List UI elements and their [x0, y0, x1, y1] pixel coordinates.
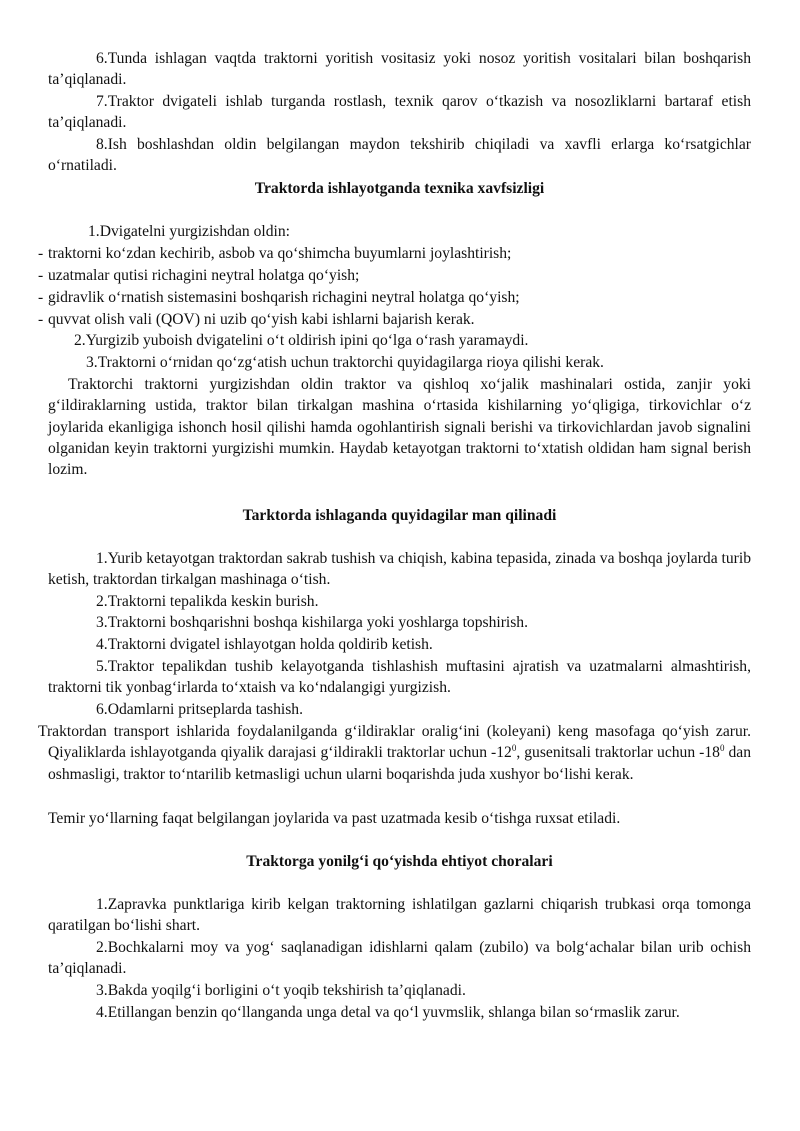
dash-item-text: uzatmalar qutisi richagini neytral holatga qo‘yish; — [48, 267, 360, 284]
prohibited-item: 4.Traktorni dvigatel ishlayotgan holda qoldirib ketish. — [96, 636, 433, 653]
degree-sup: 0 — [719, 743, 725, 754]
railway-crossing-line: Temir yo‘llarning faqat belgilangan joylarida va past uzatmada kesib o‘tishga ruxsat etiladi. — [48, 810, 621, 827]
fueling-item: 1.Zapravka punktlariga kirib kelgan traktorning ishlatilgan gazlarni chiqarish trubkasi orqa tomonga qaratilgan bo‘lishi shart. — [48, 896, 751, 935]
dash-item-text: gidravlik o‘rnatish sistemasini boshqarish richagini neytral holatga qo‘yish; — [48, 289, 520, 306]
transport-text-part-2: , gusenitsali traktorlar uchun -18 — [516, 744, 720, 762]
fueling-item: 4.Etillangan benzin qo‘llanganda unga detal va qo‘l yuvmslik, shlanga bilan so‘rmaslik zarur. — [96, 1004, 680, 1021]
prohibited-item: 1.Yurib ketayotgan traktordan sakrab tushish va chiqish, kabina tepasida, zinada va boshqa joylarda turib ketish, traktordan tirkalgan mashinaga o‘tish. — [48, 550, 751, 589]
transport-paragraph — [38, 721, 751, 785]
degree-sup: 0 — [511, 743, 517, 754]
dash-item — [38, 287, 758, 308]
section-title-prohibited: Tarktorda ishlaganda quyidagilar man qilinadi — [242, 507, 557, 524]
dash-item — [38, 243, 758, 264]
section-title-safety: Traktorda ishlayotganda texnika xavfsizligi — [254, 180, 545, 197]
dash-marker: - — [38, 311, 44, 328]
rule-7: 7.Traktor dvigateli ishlab turganda rostlash, texnik qarov o‘tkazish va nosozliklarni bartaraf etish ta’qiqlanadi. — [48, 93, 751, 132]
transport-text-part-3: dan oshmasligi, traktor to‘ntarilib ketmasligi uchun ularni boqarishda juda xushyor bo‘lishi kerak. — [48, 744, 751, 783]
section-title-fueling: Traktorga yonilg‘i qo‘yishda ehtiyot choralari — [246, 853, 553, 870]
section1-item-3: 3.Traktorni o‘rnidan qo‘zg‘atish uchun traktorchi quyidagilarga rioya qilishi kerak. — [86, 354, 604, 371]
dash-marker: - — [38, 267, 44, 284]
rule-6: 6.Tunda ishlagan vaqtda traktorni yoritish vositasiz yoki nosoz yoritish vositalari bilan boshqarish ta’qiqlanadi. — [48, 50, 751, 89]
section1-item-2: 2.Yurgizib yuboish dvigatelini o‘t oldirish ipini qo‘lga o‘rash yaramaydi. — [74, 332, 529, 349]
section1-paragraph: Traktorchi traktorni yurgizishdan oldin traktor va qishloq xo‘jalik mashinalari ostida, zanjir yoki g‘ildiraklarning ustida, traktor bilan tirkalgan mashina o‘rtasida kishilarning yo‘qligiga, tirkovichlar o‘z joylarida ekanligiga ishonch hosil qilishi hamda ogohlantirish signali berishi va tirkovichlardan javob signalini olganidan keyin traktorni yurgizishi mumkin. Haydab ketayotgan traktorni to‘xtatish oldidan ham signal berish lozim. — [48, 376, 751, 479]
dash-marker: - — [38, 245, 44, 262]
prohibited-item: 2.Traktorni tepalikda keskin burish. — [96, 593, 319, 610]
dash-item — [38, 265, 758, 286]
prohibited-item: 6.Odamlarni pritseplarda tashish. — [96, 701, 303, 718]
transport-text-part-1: Traktordan transport ishlarida foydalanilganda g‘ildiraklar oralig‘ini (koleyani) keng masofaga qo‘yish zarur. Qiyaliklarda ishlayotganda qiyalik darajasi g‘ildirakli traktorlar uchun -12 — [38, 723, 751, 762]
prohibited-item: 3.Traktorni boshqarishni boshqa kishilarga yoki yoshlarga topshirish. — [96, 614, 528, 631]
dash-item-text: traktorni ko‘zdan kechirib, asbob va qo‘shimcha buyumlarni joylashtirish; — [48, 245, 512, 262]
fueling-item: 3.Bakda yoqilg‘i borligini o‘t yoqib tekshirish ta’qiqlanadi. — [96, 982, 466, 999]
section1-item-1-heading: 1.Dvigatelni yurgizishdan oldin: — [88, 223, 290, 240]
fueling-item: 2.Bochkalarni moy va yog‘ saqlanadigan idishlarni qalam (zubilo) va bolg‘achalar bilan urib ochish ta’qiqlanadi. — [48, 939, 751, 978]
prohibited-item: 5.Traktor tepalikdan tushib kelayotganda tishlashish muftasini ajratish va uzatmalarni almashtirish, traktorni tik yonbag‘irlarda to‘xtaish va ko‘ndalangigi yurgizish. — [48, 658, 751, 697]
dash-item-text: quvvat olish vali (QOV) ni uzib qo‘yish kabi ishlarni bajarish kerak. — [48, 311, 475, 328]
dash-item — [38, 309, 758, 330]
dash-marker: - — [38, 289, 44, 306]
rule-8: 8.Ish boshlashdan oldin belgilangan maydon tekshirib chiqiladi va xavfli erlarga ko‘rsatgichlar o‘rnatiladi. — [48, 136, 751, 175]
